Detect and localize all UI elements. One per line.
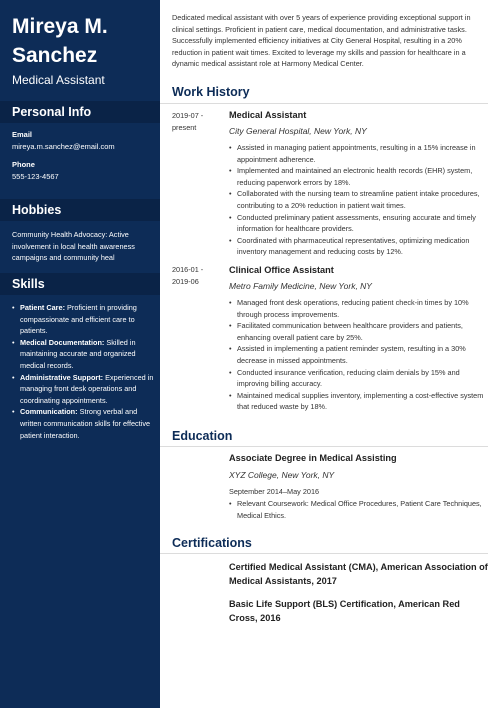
job-bullets bbox=[229, 297, 487, 413]
job-bullet: • Conducted preliminary patient assessments, ensuring accurate and timely information for healthcare providers. bbox=[229, 212, 487, 235]
work-history-divider bbox=[160, 103, 488, 104]
sidebar bbox=[0, 0, 160, 708]
school-name: XYZ College, New York, NY bbox=[229, 470, 335, 480]
job-bullet: • Collaborated with the nursing team to streamline patient intake procedures, contributing to a 20% reduction in patient wait times. bbox=[229, 188, 487, 211]
education-divider bbox=[160, 446, 488, 447]
job-title: Medical Assistant bbox=[229, 110, 307, 120]
job-bullet: • Implemented and maintained an electronic health records (EHR) system, reducing paperwork errors by 18%. bbox=[229, 165, 487, 188]
phone-label: Phone bbox=[12, 160, 35, 169]
candidate-title: Medical Assistant bbox=[12, 73, 105, 87]
phone-value[interactable]: 555-123-4567 bbox=[12, 172, 59, 181]
candidate-name bbox=[12, 12, 108, 70]
skill-name: Administrative Support: bbox=[20, 372, 104, 382]
skill-item bbox=[12, 337, 154, 372]
certifications-heading: Certifications bbox=[172, 536, 252, 550]
skills-heading: Skills bbox=[12, 277, 45, 291]
work-history-heading: Work History bbox=[172, 85, 250, 99]
job-employer: Metro Family Medicine, New York, NY bbox=[229, 281, 372, 291]
job-dates: 2016-01 - 2019-06 bbox=[172, 265, 204, 286]
job-bullet: • Conducted insurance verification, reducing claim denials by 15% and improving billing accuracy. bbox=[229, 367, 487, 390]
skill-desc: Skilled in maintaining accurate and organized medical records. bbox=[20, 337, 136, 370]
name-first-line: Mireya M. bbox=[12, 15, 108, 38]
degree-title: Associate Degree in Medical Assisting bbox=[229, 453, 397, 463]
skills-list bbox=[12, 302, 154, 441]
job-employer: City General Hospital, New York, NY bbox=[229, 126, 367, 136]
certifications-divider bbox=[160, 553, 488, 554]
skill-desc: Strong verbal and written communication skills for effective patient interaction. bbox=[20, 407, 151, 440]
hobby-text: Community Health Advocacy: Active involvement in local health awareness campaigns and community heal bbox=[12, 230, 135, 263]
email-value[interactable]: mireya.m.sanchez@email.com bbox=[12, 142, 115, 151]
education-bullets bbox=[229, 498, 487, 521]
skill-desc: Experienced in managing front desk operations and coordinating appointments. bbox=[20, 372, 154, 405]
hobbies-heading: Hobbies bbox=[12, 203, 62, 217]
skill-name: Medical Documentation: bbox=[20, 337, 105, 347]
certification-item: Certified Medical Assistant (CMA), American Association of Medical Assistants, 2017 bbox=[229, 562, 488, 586]
certification-item: Basic Life Support (BLS) Certification, American Red Cross, 2016 bbox=[229, 599, 460, 623]
job-bullet: • Assisted in implementing a patient reminder system, resulting in a 30% decrease in missed appointments. bbox=[229, 343, 487, 366]
skill-item bbox=[12, 302, 154, 337]
skill-name: Patient Care: bbox=[20, 303, 66, 312]
job-dates: 2019-07 - present bbox=[172, 111, 204, 132]
job-bullets bbox=[229, 142, 487, 258]
personal-info-heading: Personal Info bbox=[12, 105, 92, 119]
job-title: Clinical Office Assistant bbox=[229, 265, 334, 275]
education-heading: Education bbox=[172, 429, 233, 443]
job-bullet: • Assisted in managing patient appointments, resulting in a 15% increase in appointment adherence. bbox=[229, 142, 487, 165]
skill-desc: Proficient in providing compassionate and efficient care to patients. bbox=[20, 303, 137, 336]
skill-item bbox=[12, 372, 154, 407]
education-dates: September 2014–May 2016 bbox=[229, 487, 320, 496]
professional-summary: Dedicated medical assistant with over 5 years of experience providing exceptional support in clinical settings. Proficient in patient care, medical documentation, and administrative tasks. Successfully implemented efficiency initiatives at City General Hospital, resulting in a 20% reduction in patient wait times. Excited to leverage my skills and passion for healthcare in a dynamic medical assistant role at Harmony Medical Center. bbox=[172, 13, 471, 68]
job-bullet: • Coordinated with pharmaceutical representatives, optimizing medication inventory management and reducing costs by 12%. bbox=[229, 235, 487, 258]
job-bullet: • Maintained medical supplies inventory, implementing a cost-effective system that reduced waste by 18%. bbox=[229, 390, 487, 413]
job-bullet: • Facilitated communication between healthcare providers and patients, enhancing overall patient care by 25%. bbox=[229, 320, 487, 343]
job-bullet: • Managed front desk operations, reducing patient check-in times by 10% through process improvements. bbox=[229, 297, 487, 320]
name-second-line: Sanchez bbox=[12, 44, 98, 67]
email-label: Email bbox=[12, 130, 33, 139]
skill-name: Communication: bbox=[20, 407, 78, 417]
skill-item bbox=[12, 406, 154, 441]
education-bullet: • Relevant Coursework: Medical Office Procedures, Patient Care Techniques, Medical Ethics. bbox=[229, 498, 487, 521]
